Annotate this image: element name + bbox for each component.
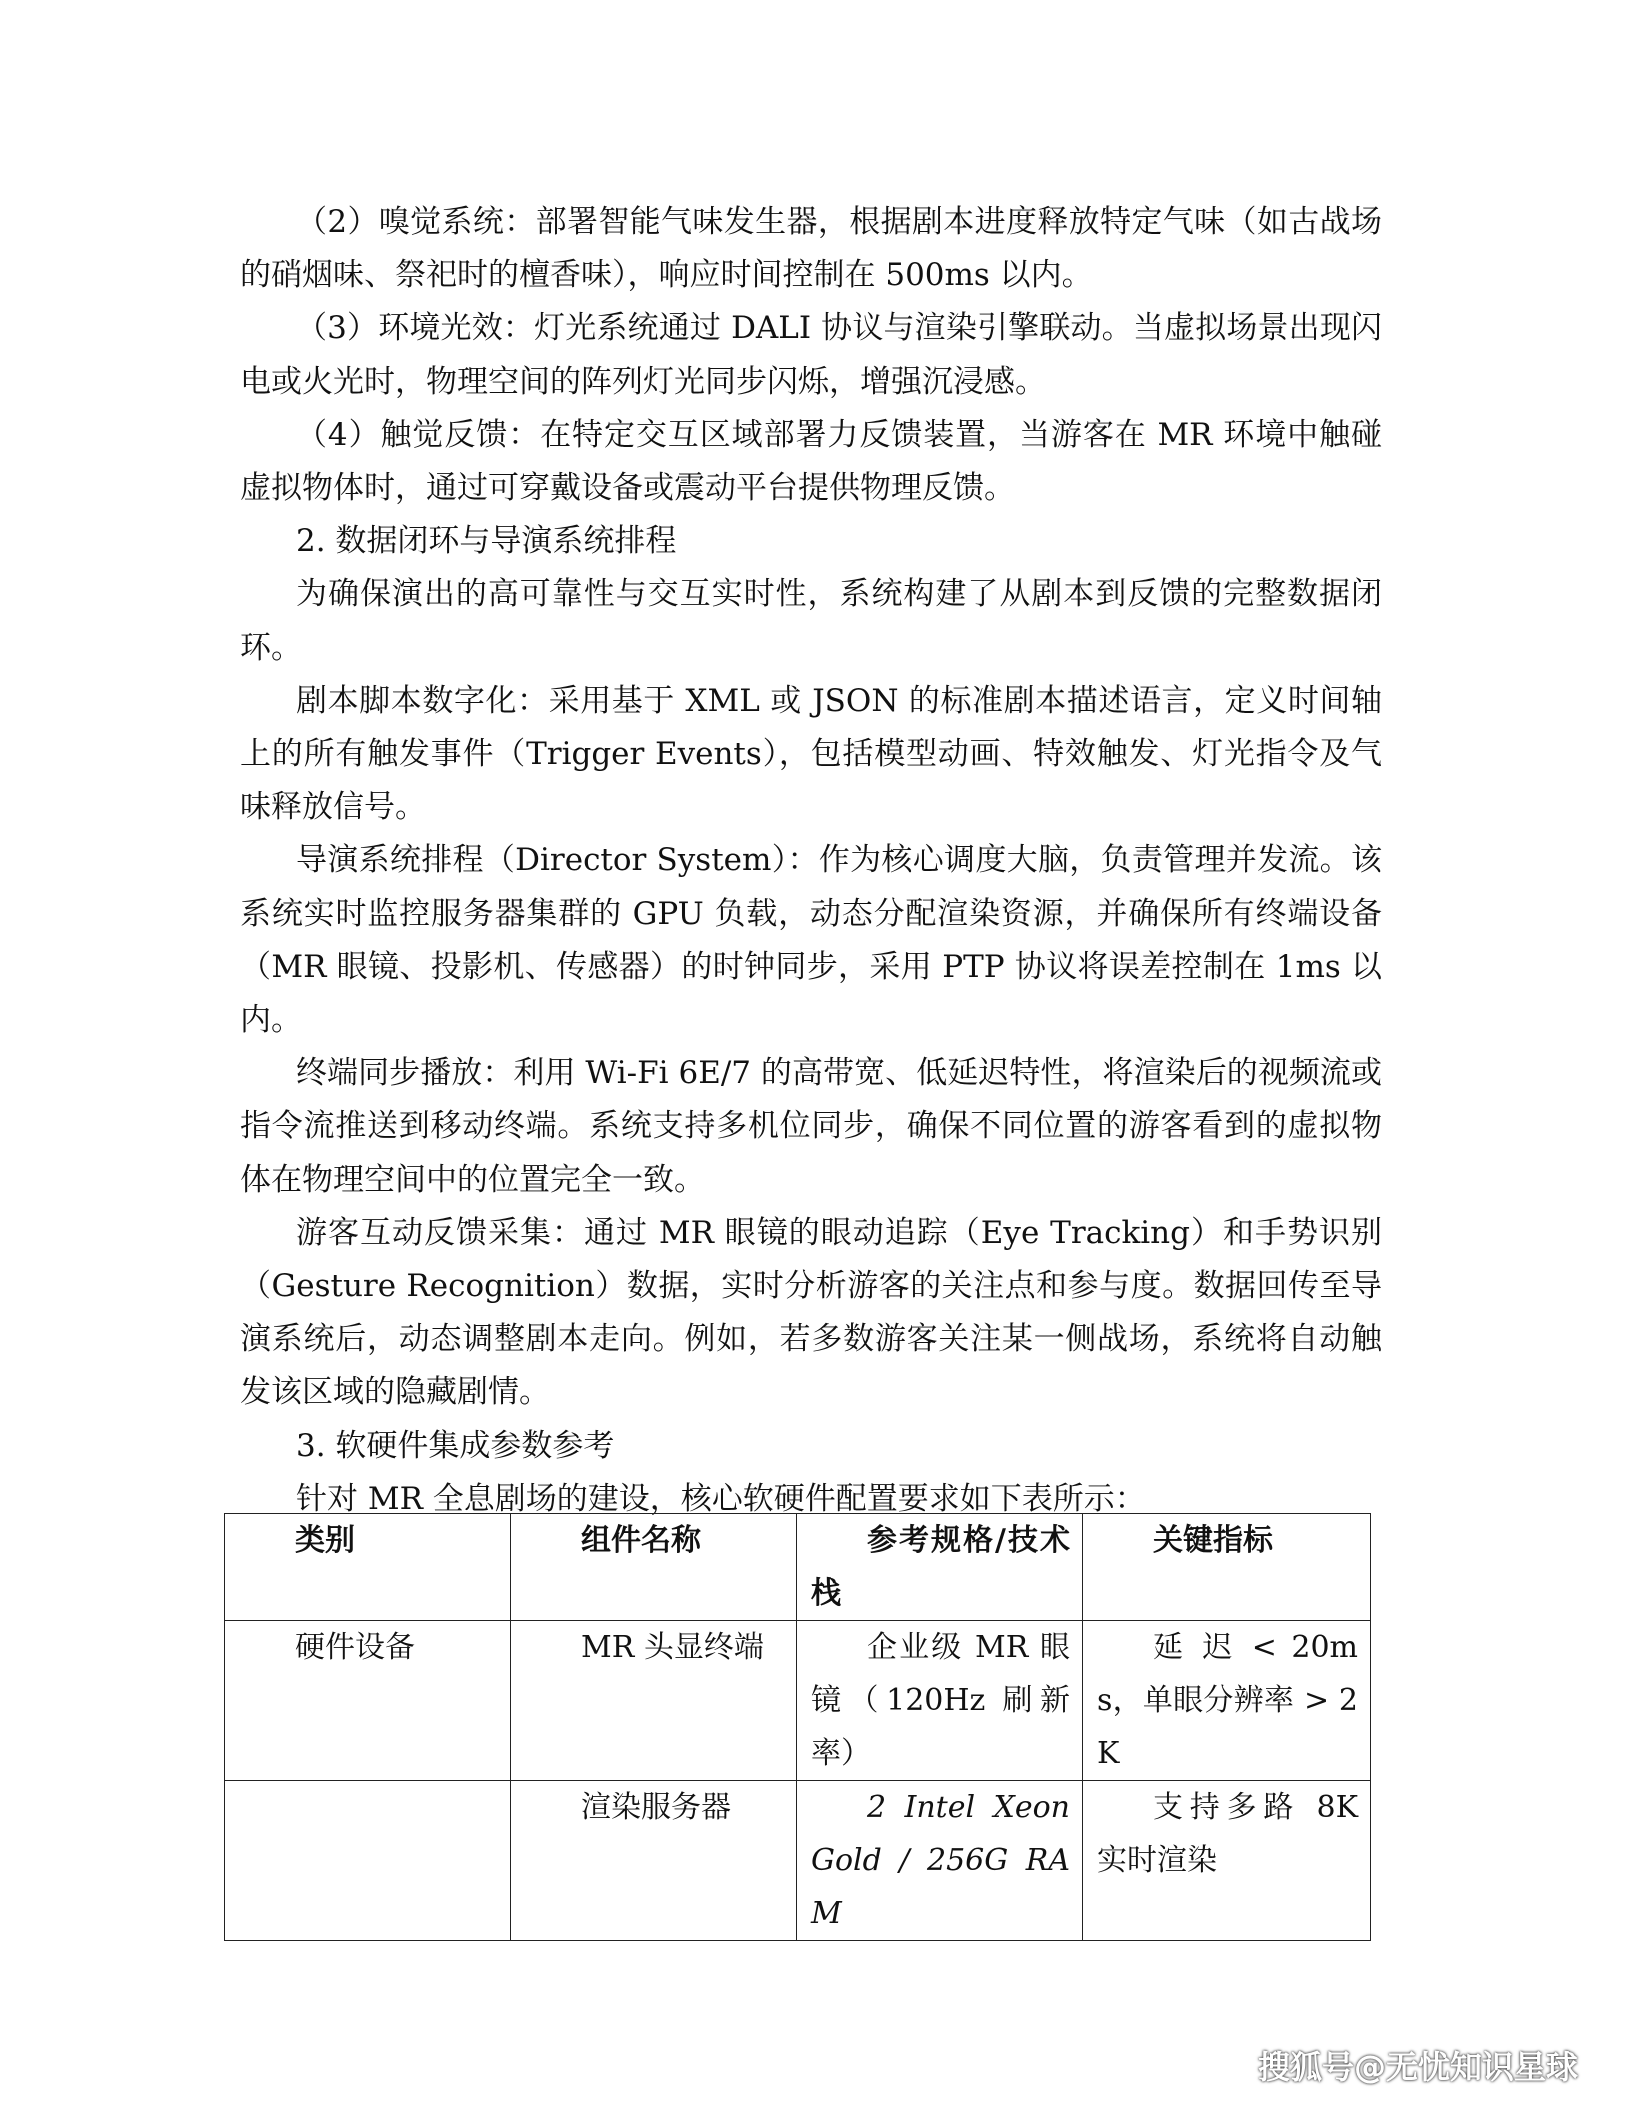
- header-component: 组件名称: [511, 1514, 797, 1621]
- table-header-row: [225, 1514, 1371, 1621]
- paragraph-olfactory: （2）嗅觉系统：部署智能气味发生器，根据剧本进度释放特定气味（如古战场的硝烟味、祭祀时的檀香味），响应时间控制在 500ms 以内。: [240, 204, 1382, 294]
- header-category: 类别: [225, 1514, 511, 1621]
- table-row: [225, 1781, 1371, 1941]
- header-key-metric: 关键指标: [1083, 1514, 1371, 1621]
- cell-component: MR 头显终端: [511, 1621, 797, 1781]
- paragraph-visitor-feedback: 游客互动反馈采集：通过 MR 眼镜的眼动追踪（Eye Tracking）和手势识别（Gesture Recognition）数据，实时分析游客的关注点和参与度。数据回传至导演系统后，动态调整剧本走向。例如，若多数游客关注某一侧战场，系统将自动触发该区域的隐藏剧情。: [240, 1214, 1382, 1411]
- paragraph-data-loop-intro: 为确保演出的高可靠性与交互实时性，系统构建了从剧本到反馈的完整数据闭环。: [240, 576, 1382, 666]
- cell-key-metric: 支持多路 8K 实时渲染: [1083, 1781, 1371, 1941]
- cell-category: [225, 1781, 511, 1941]
- paragraph-haptic: （4）触觉反馈：在特定交互区域部署力反馈装置，当游客在 MR 环境中触碰虚拟物体时，通过可穿戴设备或震动平台提供物理反馈。: [240, 416, 1382, 507]
- paragraph-script-digitization: 剧本脚本数字化：采用基于 XML 或 JSON 的标准剧本描述语言，定义时间轴上的所有触发事件（Trigger Events），包括模型动画、特效触发、灯光指令及气味释放信号。: [240, 682, 1382, 826]
- spec-table: [224, 1513, 1371, 1941]
- cell-component: 渲染服务器: [511, 1781, 797, 1941]
- cell-spec: 企业级 MR 眼镜（120Hz 刷新率）: [797, 1621, 1083, 1781]
- section-heading-data-loop: 2. 数据闭环与导演系统排程: [296, 523, 677, 560]
- paragraph-terminal-sync: 终端同步播放：利用 Wi-Fi 6E/7 的高带宽、低延迟特性，将渲染后的视频流或指令流推送到移动终端。系统支持多机位同步，确保不同位置的游客看到的虚拟物体在物理空间中的位置完全一致。: [240, 1055, 1382, 1198]
- paragraph-lighting: （3）环境光效：灯光系统通过 DALI 协议与渲染引擎联动。当虚拟场景出现闪电或火光时，物理空间的阵列灯光同步闪烁，增强沉浸感。: [240, 310, 1382, 400]
- cell-key-metric: 延 迟 < 20ms，单眼分辨率 > 2K: [1083, 1621, 1371, 1781]
- table-row: [225, 1621, 1371, 1781]
- source-watermark: 搜狐号@无忧知识星球: [1257, 2048, 1578, 2086]
- header-spec: 参考规格/技术栈: [797, 1514, 1083, 1621]
- cell-category: 硬件设备: [225, 1621, 511, 1781]
- paragraph-table-intro: 针对 MR 全息剧场的建设，核心软硬件配置要求如下表所示：: [296, 1480, 1146, 1517]
- section-heading-integration-params: 3. 软硬件集成参数参考: [296, 1427, 615, 1464]
- paragraph-director-system: 导演系统排程（Director System）：作为核心调度大脑，负责管理并发流。该系统实时监控服务器集群的 GPU 负载，动态分配渲染资源，并确保所有终端设备（MR 眼镜、投影机、传感器）的时钟同步，采用 PTP 协议将误差控制在 1ms 以内。: [240, 842, 1382, 1039]
- body-text: [240, 196, 1382, 1526]
- cell-spec: 2 Intel Xeon Gold / 256G RAM: [797, 1781, 1083, 1941]
